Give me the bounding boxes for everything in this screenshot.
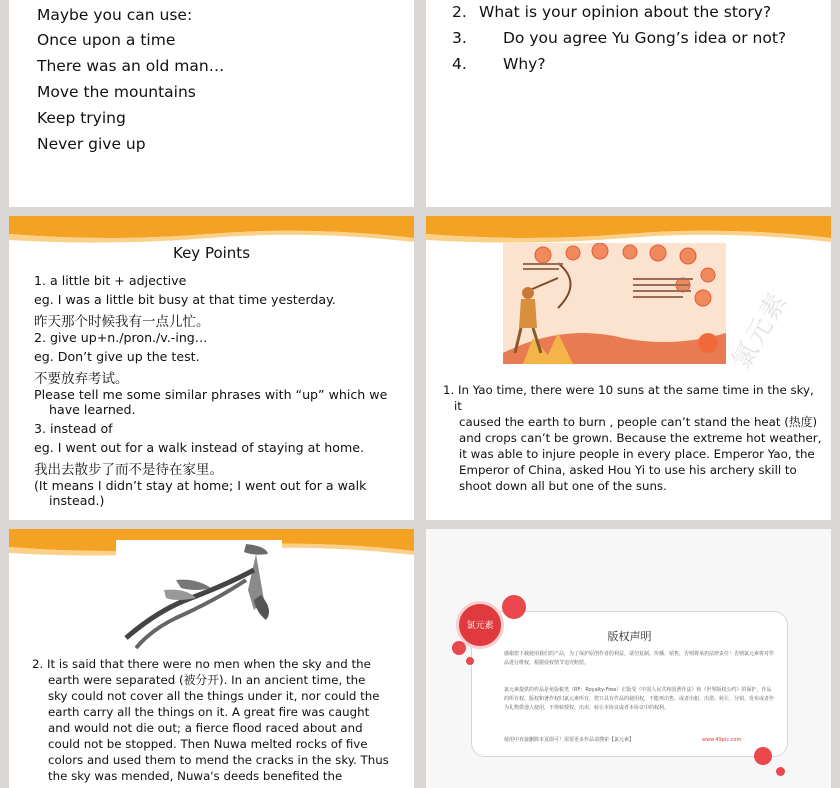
text-line: Once upon a time — [37, 31, 176, 49]
copyright-box — [471, 611, 788, 757]
text-line: (It means I didn’t stay at home; I went out for a walk — [34, 478, 367, 493]
text-line: 2. give up+n./pron./v.-ing… — [34, 330, 208, 345]
paragraph-line: Emperor of China, asked Hou Yi to use his archery skill to — [459, 463, 797, 477]
watermark: 氯元素 — [726, 286, 795, 375]
text-line: 不要放弃考试。 — [34, 371, 129, 387]
copyright-footer: 使用中直接删除本页即可！需要更多作品请搜索【氯元素】 — [504, 737, 635, 743]
nuwa-illustration — [116, 540, 282, 655]
question-text: Do you agree Yu Gong’s idea or not? — [503, 29, 787, 47]
decorative-dot — [754, 747, 772, 765]
paragraph-line: and would not die out; a fierce flood raced about and — [48, 721, 363, 735]
hou-yi-illustration — [503, 243, 726, 364]
question-number: 2. — [452, 3, 467, 21]
text-line: Keep trying — [37, 109, 126, 127]
decorative-dot — [452, 641, 466, 655]
copyright-paragraph: 感谢您下载使用我们的产品，为了保护原创作者的利益，请勿复制、传播、销售，否则将承担法律责任！否则氯元素将对作品进行维权，根据侵权情节追究赔偿。 — [504, 651, 774, 666]
text-line: There was an old man… — [37, 57, 225, 75]
story-paragraph — [443, 382, 823, 494]
paragraph-line: could not be stopped. Then Nuwa melted rocks of five — [48, 737, 368, 751]
paragraph-line: earth were separated (被分开). In an ancient time, the — [48, 673, 366, 687]
copyright-url: www.49pic.com — [702, 737, 742, 743]
copyright-title: 版权声明 — [607, 630, 652, 643]
paragraph-line: and crops can’t be grown. Because the extreme hot weather, — [459, 431, 822, 445]
slide-4-hou-yi — [426, 216, 831, 520]
question-text: Why? — [503, 55, 546, 73]
story-paragraph — [32, 656, 407, 784]
question-number: 4. — [452, 55, 467, 73]
slide-title: Key Points — [172, 244, 251, 262]
paragraph-line: 2. It is said that there were no men when the sky and the — [32, 657, 371, 671]
text-line: 3. instead of — [34, 421, 113, 436]
slide-1 — [9, 0, 414, 207]
text-line: Maybe you can use: — [37, 6, 193, 24]
paragraph-line: colors and used them to mend the cracks in the sky. Thus — [48, 753, 389, 767]
decorative-dot — [502, 595, 526, 619]
slide-5-nuwa — [9, 529, 414, 788]
decorative-dot — [776, 767, 785, 776]
slide-2 — [426, 0, 831, 207]
text-line: Move the mountains — [37, 83, 196, 101]
text-line: have learned. — [49, 402, 136, 417]
text-line: 昨天那个时候我有一点儿忙。 — [34, 314, 210, 330]
text-line: eg. I was a little bit busy at that time yesterday. — [34, 292, 336, 307]
text-line: eg. I went out for a walk instead of staying at home. — [34, 440, 365, 455]
text-line: Please tell me some similar phrases with “up” which we — [34, 387, 388, 402]
paragraph-line: it was able to injure people in every place. Emperor Yao, the — [459, 447, 815, 461]
paragraph-line: caused the earth to burn , people can’t stand the heat (热度) — [459, 415, 818, 429]
decorative-dot — [466, 657, 474, 665]
text-line: 我出去散步了而不是待在家里。 — [34, 462, 223, 478]
brand-logo-text: 氯元素 — [466, 621, 494, 631]
paragraph-line: the sky was mended, Nuwa's deeds benefited the — [48, 769, 343, 783]
copyright-paragraph: 氯元素提供的作品是免版税类（RF：Royalty-Free）正版受《中国人民共和国著作法》和《世界版权公约》的保护，作品的所有权、版权和著作权归氯元素所有，您只具有作品的使用权，不能再出售，或者出租、出借、转让、分销、发布或者作为礼物供他人使用，不得转授权、出卖、转让本协议或者本协议中的权利。 — [504, 687, 774, 711]
paragraph-line: earth carry all the things on it. A great fire was caught — [48, 705, 370, 719]
text-line: instead.) — [49, 493, 105, 508]
paragraph-line: sky could not cover all the things under it, nor could the — [48, 689, 380, 703]
question-text: What is your opinion about the story? — [479, 3, 772, 21]
text-line: Never give up — [37, 135, 146, 153]
text-line: 1. a little bit + adjective — [34, 273, 187, 288]
slide-3-key-points — [9, 216, 414, 520]
question-number: 3. — [452, 29, 467, 47]
slide-6-copyright — [426, 529, 831, 788]
paragraph-line: shoot down all but one of the suns. — [459, 479, 667, 493]
paragraph-line: 1. In Yao time, there were 10 suns at the same time in the sky, it — [443, 383, 814, 413]
text-line: eg. Don’t give up the test. — [34, 349, 200, 364]
